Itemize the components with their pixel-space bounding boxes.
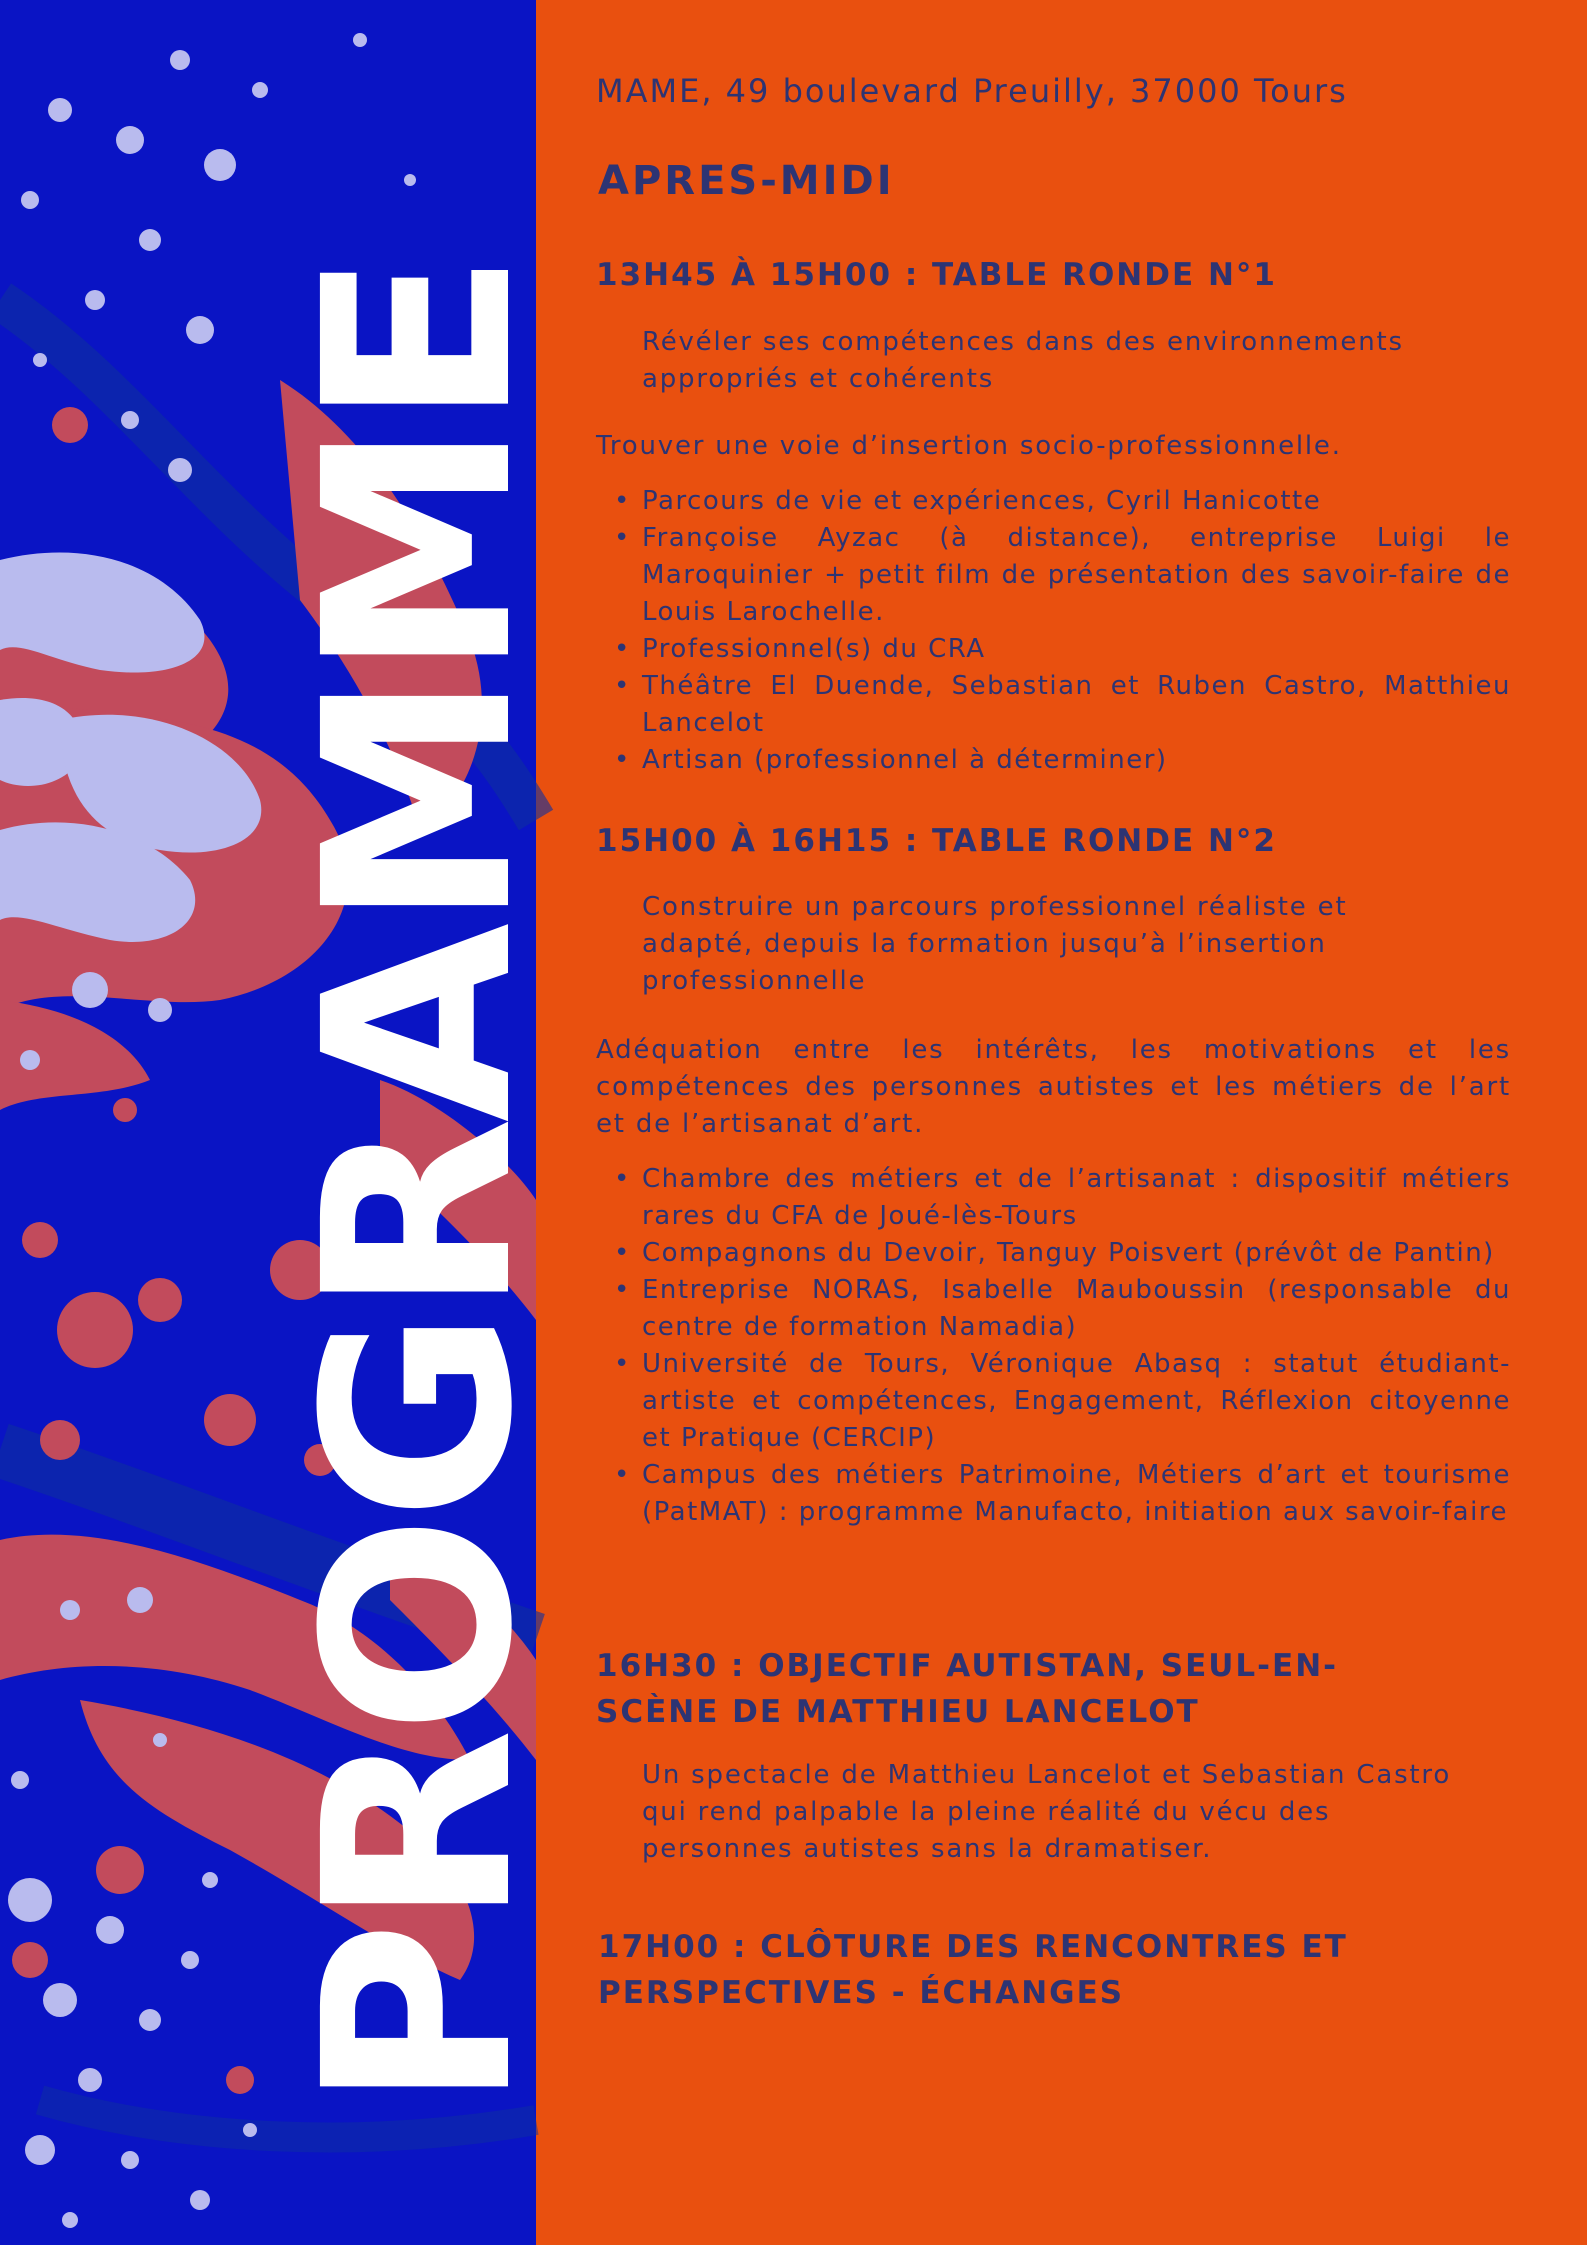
list-item: • Françoise Ayzac (à distance), entreprise Luigi le Maroquinier + petit film de présentation des savoir-faire de Louis Larochelle. — [596, 520, 1511, 631]
list-item: • Université de Tours, Véronique Abasq : statut étudiant-artiste et compétences, Engagement, Réflexion citoyenne et Pratique (CERCIP) — [596, 1346, 1511, 1457]
list-item: • Chambre des métiers et de l’artisanat : dispositif métiers rares du CFA de Joué-lès-Tours — [596, 1161, 1511, 1235]
round-table-2-subtitle: Construire un parcours professionnel réaliste et adapté, depuis la formation jusqu’à l’insertion professionnelle — [642, 892, 1348, 996]
decorative-panel — [0, 0, 569, 2245]
round-table-2-heading: 15H00 À 16H15 : TABLE RONDE N°2 — [596, 823, 1277, 859]
round-table-2-list — [596, 1161, 1511, 1531]
list-item: • Professionnel(s) du CRA — [596, 631, 1511, 668]
list-item: • Campus des métiers Patrimoine, Métiers d’art et tourisme (PatMAT) : programme Manufacto, initiation aux savoir-faire — [596, 1457, 1511, 1531]
list-item: • Compagnons du Devoir, Tanguy Poisvert (prévôt de Pantin) — [596, 1235, 1511, 1272]
program-content — [536, 0, 1587, 2245]
round-table-2-intro: Adéquation entre les intérêts, les motivations et les compétences des personnes autistes et les métiers de l’art et de l’artisanat d’art. — [596, 1035, 1511, 1139]
round-table-1-heading: 13H45 À 15H00 : TABLE RONDE N°1 — [596, 257, 1277, 293]
afternoon-heading: APRES-MIDI — [598, 158, 895, 204]
list-item: • Entreprise NORAS, Isabelle Mauboussin (responsable du centre de formation Namadia) — [596, 1272, 1511, 1346]
round-table-1-intro: Trouver une voie d’insertion socio-professionnelle. — [596, 431, 1342, 461]
list-item: • Parcours de vie et expériences, Cyril Hanicotte — [596, 483, 1511, 520]
venue-address: MAME, 49 boulevard Preuilly, 37000 Tours — [596, 72, 1348, 110]
list-item: • Théâtre El Duende, Sebastian et Ruben Castro, Matthieu Lancelot — [596, 668, 1511, 742]
programme-vertical-title: PROGRAMME — [269, 257, 569, 2110]
list-item: • Artisan (professionnel à déterminer) — [596, 742, 1511, 779]
closing-heading: 17H00 : CLÔTURE DES RENCONTRES ET PERSPECTIVES - ÉCHANGES — [598, 1929, 1348, 2011]
show-heading: 16H30 : OBJECTIF AUTISTAN, SEUL-EN-SCÈNE DE MATTHIEU LANCELOT — [596, 1648, 1339, 1730]
round-table-1-list — [596, 483, 1511, 779]
round-table-1-subtitle: Révéler ses compétences dans des environnements appropriés et cohérents — [642, 327, 1404, 394]
show-description: Un spectacle de Matthieu Lancelot et Sebastian Castro qui rend palpable la pleine réalité du vécu des personnes autistes sans la dramatiser. — [642, 1760, 1452, 1864]
